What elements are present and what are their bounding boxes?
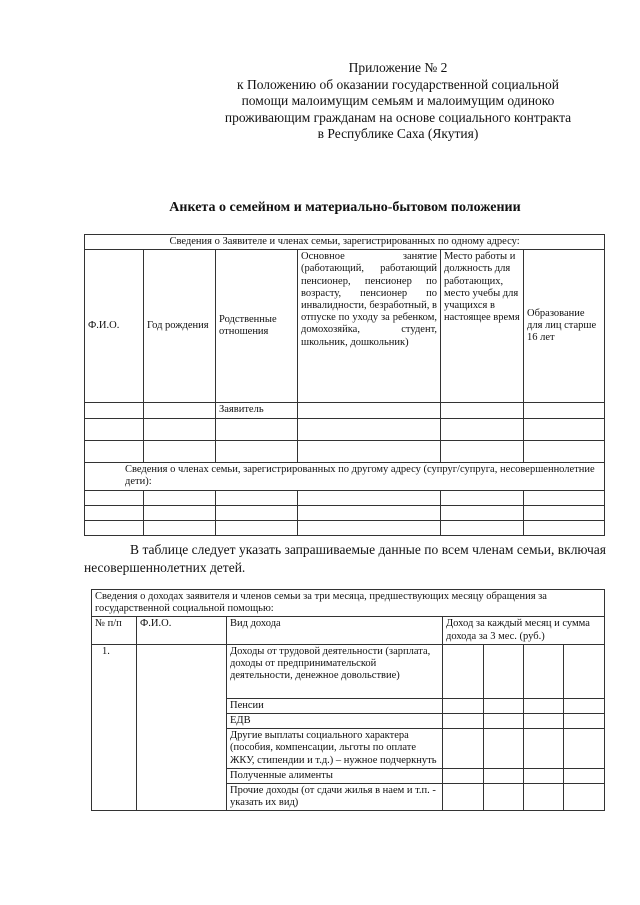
header-line: помощи малоимущим семьям и малоимущим одиноко [241, 93, 555, 108]
table1-caption: Сведения о Заявителе и членах семьи, зарегистрированных по одному адресу: [85, 235, 605, 250]
cell-birth-year[interactable] [144, 403, 216, 419]
empty-cell[interactable] [85, 441, 144, 463]
amount-cell[interactable] [524, 784, 564, 811]
empty-cell[interactable] [85, 419, 144, 441]
income-type-label: ЕДВ [227, 714, 443, 729]
empty-cell[interactable] [298, 520, 441, 535]
amount-cell[interactable] [564, 698, 605, 713]
amount-cell[interactable] [484, 768, 524, 783]
income-table [91, 589, 605, 811]
amount-cell[interactable] [484, 784, 524, 811]
header-income-type: Вид дохода [227, 617, 443, 644]
amount-cell[interactable] [443, 729, 484, 769]
income-type-label: Доходы от трудовой деятельности (зарплата, доходы от предпринимательской деятельности, денежное довольствие) [227, 644, 443, 698]
empty-cell[interactable] [441, 490, 524, 505]
amount-cell[interactable] [443, 714, 484, 729]
empty-cell[interactable] [144, 490, 216, 505]
amount-cell[interactable] [443, 768, 484, 783]
empty-cell[interactable] [298, 441, 441, 463]
empty-cell[interactable] [216, 419, 298, 441]
empty-cell[interactable] [144, 419, 216, 441]
cell-relation: Заявитель [216, 403, 298, 419]
empty-cell[interactable] [524, 441, 605, 463]
empty-cell[interactable] [85, 520, 144, 535]
empty-cell[interactable] [144, 520, 216, 535]
empty-cell[interactable] [298, 505, 441, 520]
empty-cell[interactable] [298, 490, 441, 505]
empty-cell[interactable] [441, 441, 524, 463]
empty-cell[interactable] [441, 419, 524, 441]
income-type-label: Пенсии [227, 698, 443, 713]
amount-cell[interactable] [524, 768, 564, 783]
income-type-label: Прочие доходы (от сдачи жилья в наем и т.п. - указать их вид) [227, 784, 443, 811]
table-row [85, 403, 605, 419]
header-occupation: Основное занятие (работающий, работающий пенсионер, пенсионер по возрасту, пенсионер по инвалидности, безработный, в отпуске по уходу за ребенком, домохозяйка, студент, школьник, дошкольник) [298, 250, 441, 403]
instruction-note: В таблице следует указать запрашиваемые данные по всем членам семьи, включая несовершеннолетних детей. [84, 542, 606, 575]
header-fio: Ф.И.О. [85, 250, 144, 403]
amount-cell[interactable] [443, 644, 484, 698]
header-line: в Республике Саха (Якутия) [317, 126, 479, 141]
header-num: № п/п [92, 617, 137, 644]
cell-fio[interactable] [137, 644, 227, 811]
header-relation: Родственные отношения [216, 250, 298, 403]
empty-cell[interactable] [85, 505, 144, 520]
empty-cell[interactable] [524, 520, 605, 535]
appendix-header [196, 60, 600, 143]
empty-cell[interactable] [216, 520, 298, 535]
amount-cell[interactable] [524, 698, 564, 713]
cell-occupation[interactable] [298, 403, 441, 419]
empty-cell[interactable] [298, 419, 441, 441]
amount-cell[interactable] [443, 784, 484, 811]
header-workplace: Место работы и должность для работающих, место учебы для учащихся в настоящее время [441, 250, 524, 403]
amount-cell[interactable] [564, 729, 605, 769]
amount-cell[interactable] [484, 729, 524, 769]
empty-cell[interactable] [524, 490, 605, 505]
row-number: 1. [92, 644, 137, 811]
amount-cell[interactable] [524, 714, 564, 729]
amount-cell[interactable] [443, 698, 484, 713]
amount-cell[interactable] [524, 729, 564, 769]
income-type-label: Полученные алименты [227, 768, 443, 783]
header-fio: Ф.И.О. [137, 617, 227, 644]
cell-education[interactable] [524, 403, 605, 419]
amount-cell[interactable] [564, 714, 605, 729]
amount-cell[interactable] [564, 768, 605, 783]
header-monthly-income: Доход за каждый месяц и сумма дохода за 3 мес. (руб.) [443, 617, 605, 644]
amount-cell[interactable] [484, 698, 524, 713]
empty-cell[interactable] [216, 505, 298, 520]
empty-cell[interactable] [524, 505, 605, 520]
empty-cell[interactable] [216, 490, 298, 505]
empty-cell[interactable] [441, 505, 524, 520]
empty-cell[interactable] [85, 490, 144, 505]
empty-cell[interactable] [144, 505, 216, 520]
family-members-table [84, 234, 605, 536]
table-row [85, 520, 605, 535]
amount-cell[interactable] [524, 644, 564, 698]
header-line: к Положению об оказании государственной социальной [237, 76, 559, 92]
table2-caption: Сведения о доходах заявителя и членов семьи за три месяца, предшествующих месяцу обращения за государственной социальной помощью: [92, 590, 605, 617]
table-row [85, 490, 605, 505]
table-row [85, 441, 605, 463]
empty-cell[interactable] [441, 520, 524, 535]
amount-cell[interactable] [484, 644, 524, 698]
table-row [92, 644, 605, 698]
empty-cell[interactable] [144, 441, 216, 463]
amount-cell[interactable] [484, 714, 524, 729]
empty-cell[interactable] [524, 419, 605, 441]
form-title: Анкета о семейном и материально-бытовом положении [169, 200, 521, 215]
table-row [85, 419, 605, 441]
table1-caption-other-address: Сведения о членах семьи, зарегистрированных по другому адресу (супруг/супруга, несовершеннолетние дети): [85, 463, 605, 490]
income-type-label: Другие выплаты социального характера (пособия, компенсации, льготы по оплате ЖКУ, стипендии и т.д.) – нужное подчеркнуть [227, 729, 443, 769]
cell-fio[interactable] [85, 403, 144, 419]
table-row [85, 505, 605, 520]
cell-workplace[interactable] [441, 403, 524, 419]
amount-cell[interactable] [564, 784, 605, 811]
header-education: Образование для лиц старше 16 лет [524, 250, 605, 403]
header-line: Приложение № 2 [348, 60, 448, 75]
amount-cell[interactable] [564, 644, 605, 698]
empty-cell[interactable] [216, 441, 298, 463]
header-line: проживающим гражданам на основе социального контракта [224, 109, 572, 125]
header-birth-year: Год рождения [144, 250, 216, 403]
